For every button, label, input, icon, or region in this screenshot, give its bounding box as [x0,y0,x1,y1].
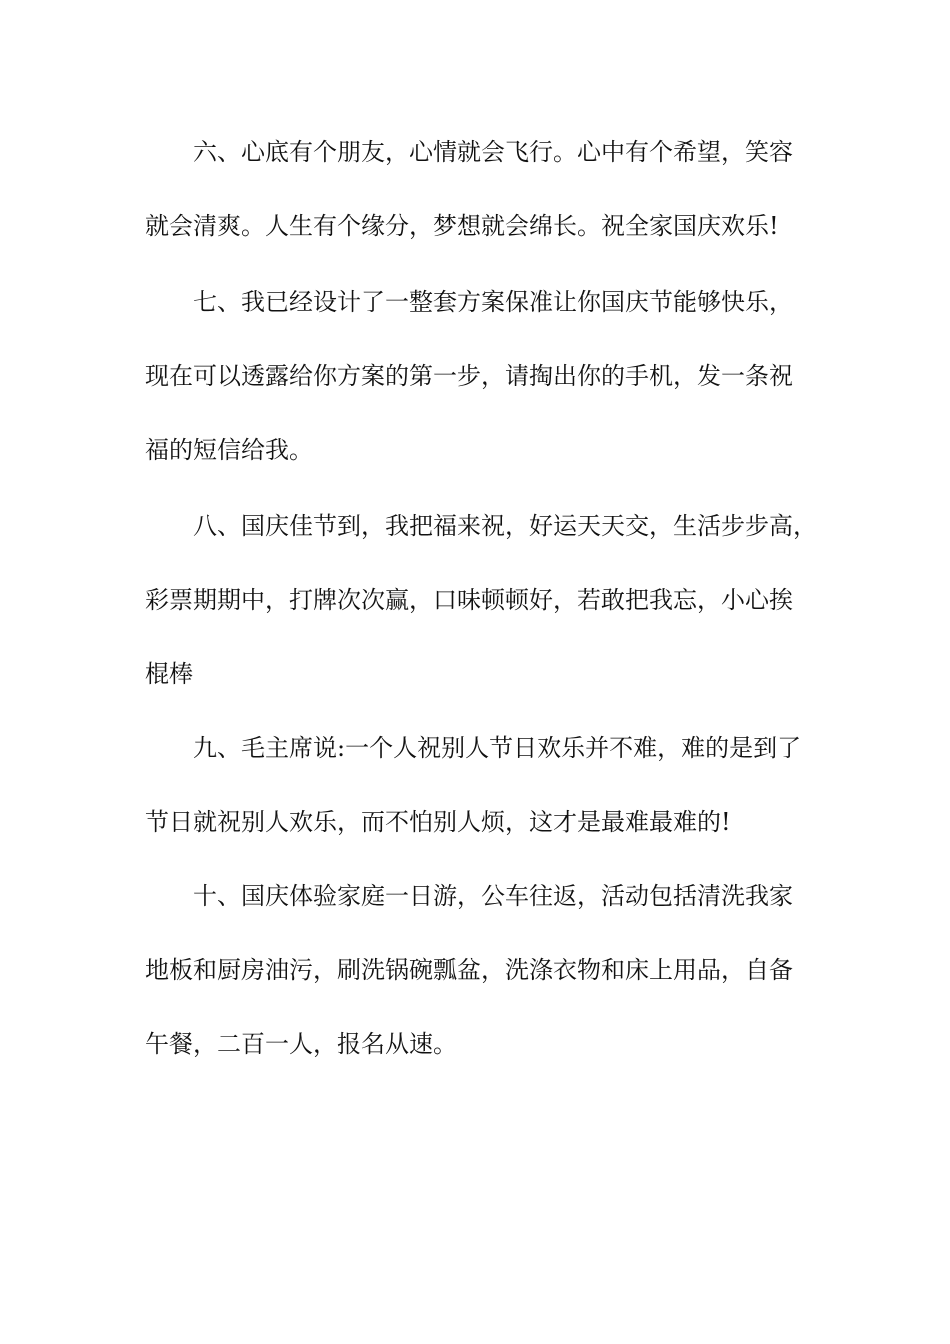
text-line: 就会清爽。人生有个缘分，梦想就会绵长。祝全家国庆欢乐! [145,212,779,240]
text-line: 地板和厨房油污，刷洗锅碗瓢盆，洗涤衣物和床上用品，自备 [145,956,793,984]
text-line: 节日就祝别人欢乐，而不怕别人烦，这才是最难最难的! [145,808,731,836]
text-line: 六、心底有个朋友，心情就会飞行。心中有个希望，笑容 [193,138,793,166]
text-line: 彩票期期中，打牌次次赢，口味顿顿好，若敢把我忘，小心挨 [145,586,793,614]
text-line: 九、毛主席说:一个人祝别人节日欢乐并不难，难的是到了 [193,734,802,762]
text-line: 棍棒 [145,660,193,688]
text-line: 现在可以透露给你方案的第一步，请掏出你的手机，发一条祝 [145,362,793,390]
text-line: 福的短信给我。 [145,436,313,464]
text-line: 八、国庆佳节到，我把福来祝，好运天天交，生活步步高， [193,512,817,540]
text-line: 午餐，二百一人，报名从速。 [145,1030,457,1058]
text-line: 十、国庆体验家庭一日游，公车往返，活动包括清洗我家 [193,882,793,910]
text-line: 七、我已经设计了一整套方案保准让你国庆节能够快乐， [193,288,793,316]
